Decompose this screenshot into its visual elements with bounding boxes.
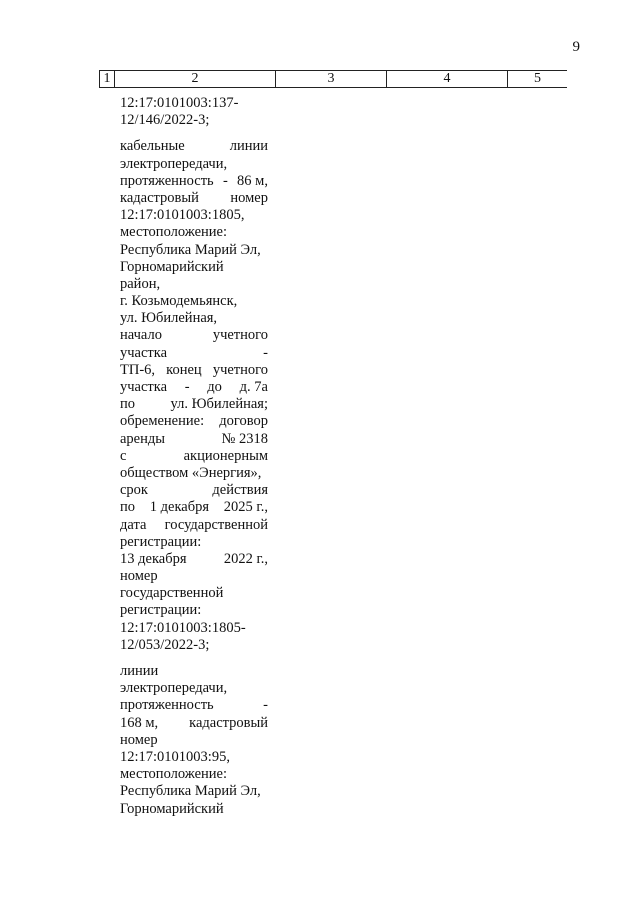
text-word: кабельные — [120, 138, 185, 155]
text-line — [120, 568, 268, 585]
text-line — [120, 517, 268, 534]
text-word: Республика Марий Эл, — [120, 241, 261, 258]
text-word: - — [222, 172, 228, 189]
text-line — [120, 585, 268, 602]
text-word: - — [184, 379, 190, 395]
text-word: акционерным — [183, 447, 268, 464]
column-2-content — [120, 95, 268, 827]
text-word: регистрации: — [120, 533, 202, 550]
text-line — [120, 345, 268, 362]
text-line — [120, 637, 268, 654]
column-header-1: 1 — [99, 71, 114, 87]
text-word: 168 м, — [120, 714, 159, 731]
text-line — [120, 766, 268, 783]
text-word: договор — [219, 413, 268, 430]
text-word: электропередачи, — [120, 155, 228, 172]
text-word: - — [263, 697, 268, 714]
text-word: местоположение: — [120, 766, 227, 783]
text-word: регистрации: — [120, 602, 202, 619]
text-line — [120, 801, 268, 818]
text-line — [120, 396, 268, 413]
page-number: 9 — [572, 39, 580, 55]
text-word: номер — [120, 731, 158, 748]
text-word: ТП-6, — [120, 361, 156, 378]
text-line — [120, 310, 268, 327]
text-word: кадастровый — [189, 714, 268, 731]
text-line — [120, 413, 268, 430]
text-word: номер — [120, 568, 158, 585]
text-line — [120, 276, 268, 293]
text-word: 13 декабря — [120, 550, 187, 567]
text-word: 86 м, — [237, 172, 268, 189]
text-word: ул. Юбилейная; — [170, 396, 268, 413]
text-line — [120, 448, 268, 465]
text-word: учетного — [212, 327, 268, 344]
text-line — [120, 327, 268, 344]
text-word: номер — [230, 189, 268, 206]
text-word: обществом «Энергия», — [120, 464, 262, 481]
text-line — [120, 259, 268, 276]
text-word: линии — [229, 138, 268, 155]
text-line — [120, 715, 268, 732]
text-line — [120, 499, 268, 516]
text-word: электропередачи, — [120, 680, 228, 697]
table-header-row — [99, 70, 567, 88]
text-word: начало — [120, 327, 162, 344]
column-header-3: 3 — [275, 71, 386, 87]
text-word: линии — [120, 663, 159, 679]
text-line — [120, 224, 268, 241]
text-line — [120, 207, 268, 224]
text-line — [120, 749, 268, 766]
text-word: 12:17:0101003:95, — [120, 748, 230, 765]
text-word: обременение: — [120, 413, 205, 430]
text-line — [120, 379, 268, 396]
text-line — [120, 362, 268, 379]
column-header-5: 5 — [507, 71, 567, 87]
text-line — [120, 156, 268, 173]
text-word: 2025 г., — [223, 499, 268, 516]
text-line — [120, 431, 268, 448]
text-word: действия — [212, 482, 268, 499]
text-word: 12:17:0101003:1805- — [120, 619, 246, 636]
text-line — [120, 173, 268, 190]
text-word: местоположение: — [120, 224, 227, 241]
text-word: 12/053/2022-3; — [120, 636, 210, 653]
table-entry — [120, 663, 268, 818]
text-word: № 2318 — [221, 430, 268, 447]
text-line — [120, 190, 268, 207]
table-entry — [120, 138, 268, 654]
text-line — [120, 482, 268, 499]
text-word: 2022 г., — [223, 550, 268, 567]
text-line — [120, 138, 268, 155]
text-word: г. Козьмодемьянск, — [120, 293, 238, 310]
text-word: 12/146/2022-3; — [120, 112, 210, 129]
text-word: участка — [120, 379, 168, 395]
text-line — [120, 465, 268, 482]
text-line — [120, 697, 268, 714]
text-word: район, — [120, 275, 161, 292]
text-word: срок — [120, 482, 148, 499]
text-line — [120, 680, 268, 697]
text-word: 1 декабря — [149, 499, 210, 516]
text-word: дата — [120, 516, 147, 533]
text-word: до — [207, 379, 222, 395]
table-entry — [120, 95, 268, 129]
text-word: 12:17:0101003:137- — [120, 95, 239, 111]
text-line — [120, 551, 268, 568]
text-word: 12:17:0101003:1805, — [120, 207, 245, 224]
text-line — [120, 95, 268, 112]
text-line — [120, 534, 268, 551]
text-word: Республика Марий Эл, — [120, 783, 261, 800]
text-word: по — [120, 499, 136, 516]
text-line — [120, 242, 268, 259]
column-header-4: 4 — [386, 71, 507, 87]
text-word: ул. Юбилейная, — [120, 310, 218, 327]
text-word: протяженность — [120, 697, 214, 714]
text-word: с — [120, 447, 127, 464]
text-word: учетного — [212, 361, 268, 378]
text-word: Горномарийский — [120, 800, 224, 817]
text-word: участка — [120, 344, 168, 361]
text-word: конец — [166, 361, 202, 378]
text-line — [120, 293, 268, 310]
text-word: протяженность — [120, 172, 214, 189]
text-line — [120, 783, 268, 800]
text-word: аренды — [120, 430, 166, 447]
text-line — [120, 602, 268, 619]
text-word: государственной — [120, 585, 224, 602]
text-word: Горномарийский — [120, 258, 224, 275]
text-word: - — [263, 344, 268, 361]
text-word: кадастровый — [120, 189, 199, 206]
text-word: по — [120, 396, 136, 413]
column-header-2: 2 — [114, 71, 275, 87]
text-line — [120, 663, 268, 680]
text-line — [120, 732, 268, 749]
text-line — [120, 112, 268, 129]
text-word: д. 7а — [239, 379, 268, 395]
text-word: государственной — [164, 516, 268, 533]
text-line — [120, 620, 268, 637]
